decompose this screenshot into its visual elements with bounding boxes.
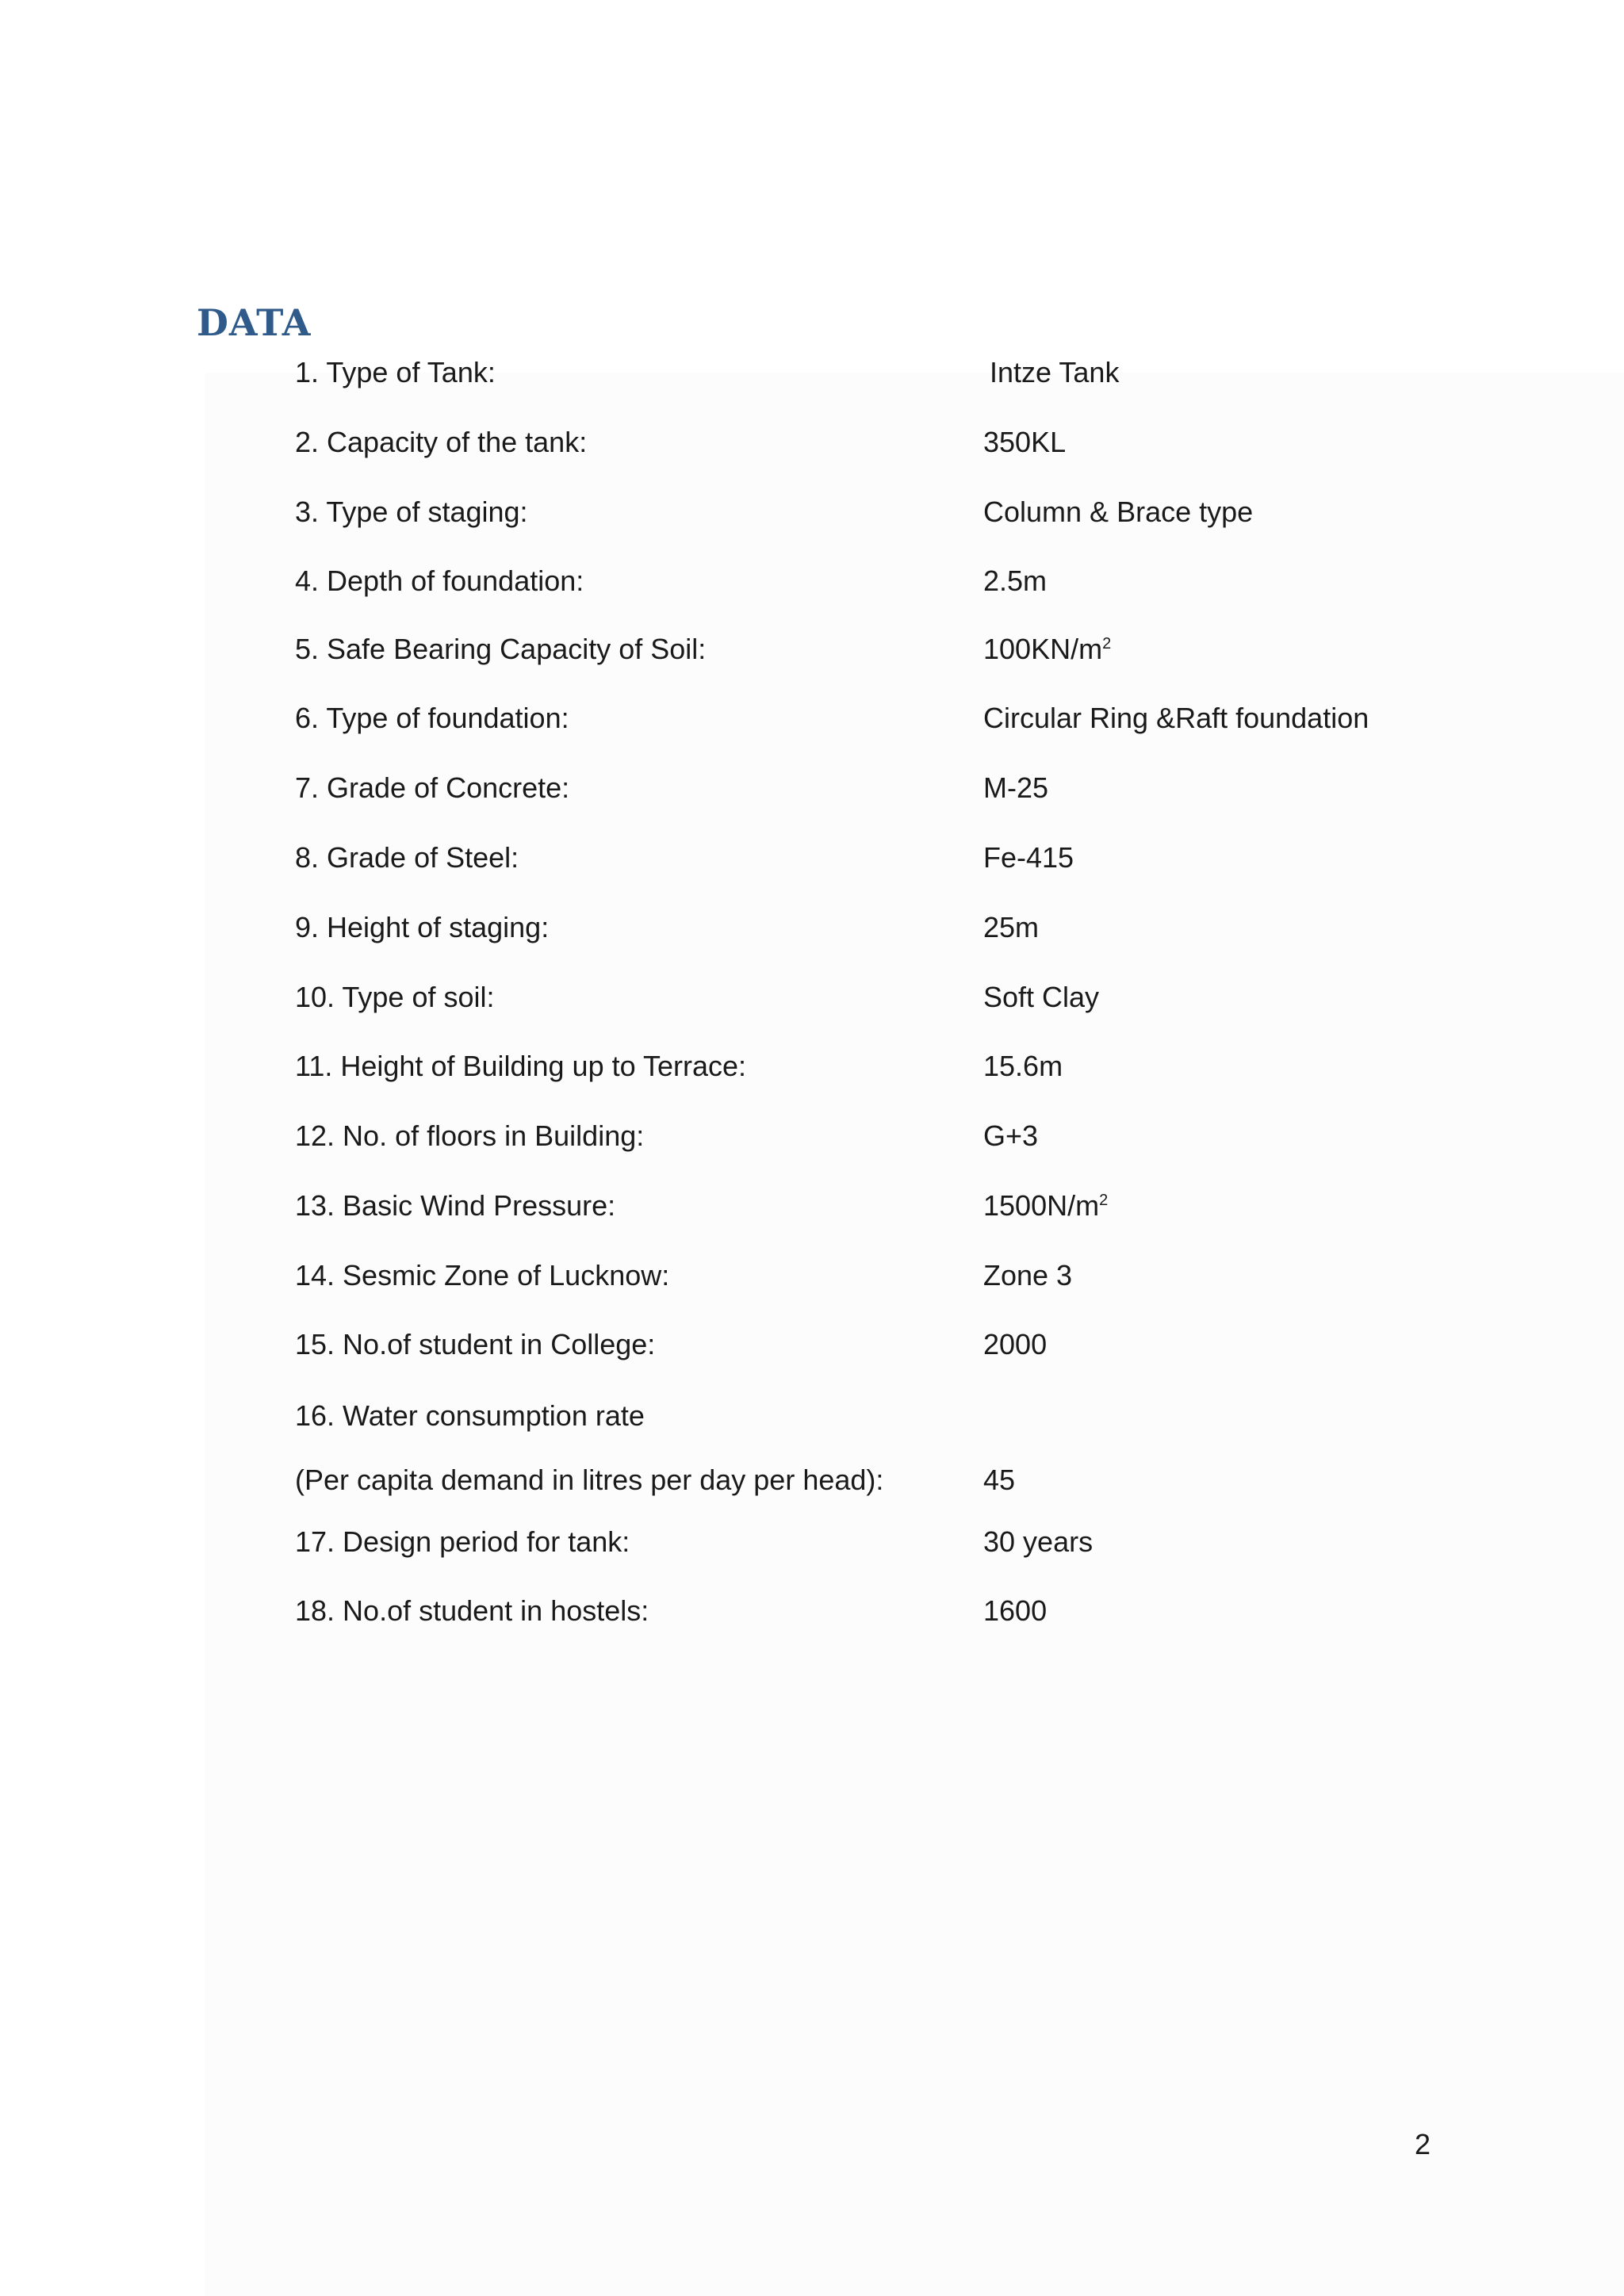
value-text: 1500N/m [983,1189,1100,1222]
data-label: 5. Safe Bearing Capacity of Soil: [295,633,707,665]
data-value: Circular Ring &Raft foundation [983,702,1369,734]
data-row [295,908,1453,947]
data-row [295,1186,1453,1226]
data-value: 15.6m [983,1050,1063,1082]
data-value: 30 years [983,1525,1094,1558]
data-label: 13. Basic Wind Pressure: [295,1189,616,1222]
data-row [295,1591,1453,1631]
data-row [295,978,1453,1017]
data-value: Zone 3 [983,1259,1073,1292]
data-label: 12. No. of floors in Building: [295,1119,645,1152]
data-label: 3. Type of staging: [295,496,528,528]
data-row [295,492,1453,532]
data-row [295,1325,1453,1364]
data-value [983,1186,1108,1226]
data-label: 15. No.of student in College: [295,1328,656,1360]
data-label: 14. Sesmic Zone of Lucknow: [295,1259,670,1292]
data-row [295,1460,1453,1500]
data-label: 9. Height of staging: [295,911,550,943]
data-label: 16. Water consumption rate [295,1399,645,1432]
data-label: 2. Capacity of the tank: [295,426,588,458]
data-value: 2.5m [983,564,1048,597]
data-value: Fe-415 [983,841,1074,874]
data-label: 7. Grade of Concrete: [295,771,570,804]
data-label: 18. No.of student in hostels: [295,1594,649,1627]
data-value: 2000 [983,1328,1048,1360]
data-row [295,1522,1453,1562]
data-row [295,353,1453,392]
data-label: 6. Type of foundation: [295,702,569,734]
data-row [295,768,1453,808]
data-row [295,698,1453,738]
data-value: Intze Tank [990,356,1120,388]
data-label: 4. Depth of foundation: [295,564,584,597]
data-row [295,1116,1453,1156]
value-text: 100KN/m [983,633,1103,665]
superscript: 2 [1102,635,1112,652]
data-value: M-25 [983,771,1049,804]
data-row [295,561,1453,601]
data-row [295,1047,1453,1086]
data-value: 1600 [983,1594,1048,1627]
data-label: (Per capita demand in litres per day per head): [295,1464,884,1496]
data-row [295,838,1453,878]
data-value: Soft Clay [983,981,1100,1013]
section-heading: DATA [197,301,312,344]
superscript: 2 [1099,1192,1109,1209]
data-value: 45 [983,1464,1016,1496]
data-row [295,629,1453,669]
data-label: 10. Type of soil: [295,981,495,1013]
data-label: 8. Grade of Steel: [295,841,519,874]
data-value: G+3 [983,1119,1039,1152]
data-value: 25m [983,911,1040,943]
data-label: 11. Height of Building up to Terrace: [295,1050,747,1082]
data-label: 1. Type of Tank: [295,356,496,388]
page-number: 2 [1415,2128,1431,2160]
data-value: Column & Brace type [983,496,1254,528]
data-value [983,629,1111,669]
data-row [295,1256,1453,1295]
data-value: 350KL [983,426,1067,458]
data-label: 17. Design period for tank: [295,1525,630,1558]
data-row [295,1396,1453,1436]
data-row [295,423,1453,462]
